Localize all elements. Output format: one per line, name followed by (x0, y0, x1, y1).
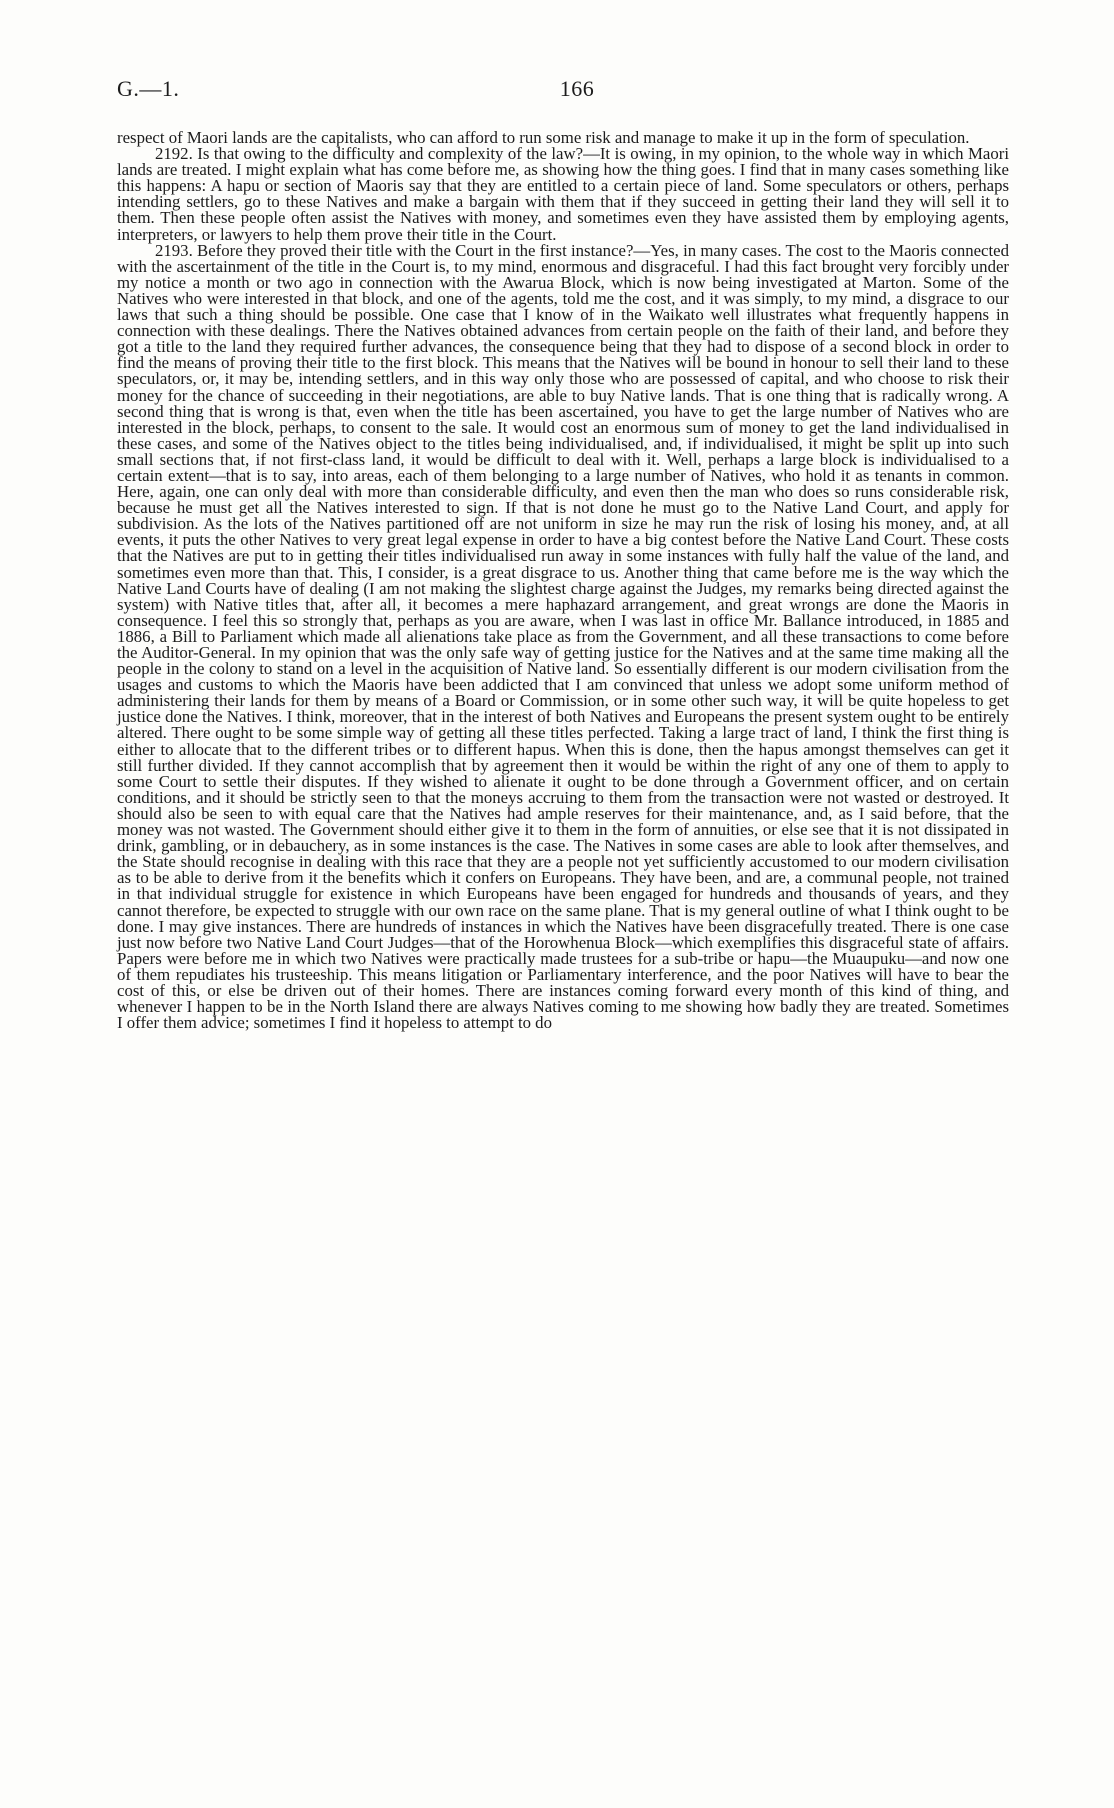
page-number: 166 (559, 76, 595, 101)
body-text (117, 130, 1009, 1031)
paragraph-2193: 2193. Before they proved their title with the Court in the first instance?—Yes, in many cases. The cost to the Maoris connected with the ascertainment of the title in the Court is, to my mind, enormous and disgraceful. I had this fact brought very forcibly under my notice a month or two ago in connection with the Awarua Block, which is now being investigated at Marton. Some of the Natives who were interested in that block, and one of the agents, told me the cost, and it was simply, to my mind, a disgrace to our laws that such a thing should be possible. One case that I know of in the Waikato well illustrates what frequently happens in connection with these dealings. There the Natives obtained advances from certain people on the faith of their land, and before they got a title to the land they required further advances, the consequence being that they had to dispose of a second block in order to find the means of proving their title to the first block. This means that the Natives will be bound in honour to sell their land to these speculators, or, it may be, intending settlers, and in this way only those who are possessed of capital, and who choose to risk their money for the chance of succeeding in their negotiations, are able to buy Native lands. That is one thing that is radically wrong. A second thing that is wrong is that, even when the title has been ascertained, you have to get the large number of Natives who are interested in the block, perhaps, to consent to the sale. It would cost an enormous sum of money to get the land individualised in these cases, and some of the Natives object to the titles being individualised, and, if individualised, it might be split up into such small sections that, if not first-class land, it would be difficult to deal with it. Well, perhaps a large block is individualised to a certain extent—that is to say, into areas, each of them belonging to a large number of Natives, who hold it as tenants in common. Here, again, one can only deal with more than considerable difficulty, and even then the man who does so runs considerable risk, because he must get all the Natives interested to sign. If that is not done he must go to the Native Land Court, and apply for subdivision. As the lots of the Natives partitioned off are not uniform in size he may run the risk of losing his money, and, at all events, it puts the other Natives to very great legal expense in order to have a big contest before the Native Land Court. These costs that the Natives are put to in getting their titles individualised run away in some instances with fully half the value of the land, and sometimes even more than that. This, I consider, is a great disgrace to us. Another thing that came before me is the way which the Native Land Courts have of dealing (I am not making the slightest charge against the Judges, my remarks being directed against the system) with Native titles that, after all, it becomes a mere haphazard arrangement, and great wrongs are done the Maoris in consequence. I feel this so strongly that, perhaps as you are aware, when I was last in office Mr. Ballance introduced, in 1885 and 1886, a Bill to Parliament which made all alienations take place as from the Government, and all these transactions to come before the Auditor-General. In my opinion that was the only safe way of getting justice for the Natives and at the same time making all the people in the colony to stand on a level in the acquisition of Native land. So essentially different is our modern civilisation from the usages and customs to which the Maoris have been addicted that I am convinced that unless we adopt some uniform method of administering their lands for them by means of a Board or Commission, or in some other such way, it will be quite hopeless to get justice done the Natives. I think, moreover, that in the interest of both Natives and Europeans the present system ought to be entirely altered. There ought to be some simple way of getting all these titles perfected. Taking a large tract of land, I think the first thing is either to allocate that to the different tribes or to different hapus. When this is done, then the hapus amongst themselves can get it still further divided. If they cannot accomplish that by agreement then it would be within the right of any one of them to apply to some Court to settle their disputes. If they wished to alienate it ought to be done through a Government officer, and on certain conditions, and it should be strictly seen to that the moneys accruing to them from the transaction were not wasted or destroyed. It should also be seen to with equal care that the Natives had ample reserves for their maintenance, and, as I said before, that the money was not wasted. The Government should either give it to them in the form of annuities, or else see that it is not dissipated in drink, gambling, or in debauchery, as in some instances is the case. The Natives in some cases are able to look after themselves, and the State should recognise in dealing with this race that they are a people not yet sufficiently accustomed to our modern civilisation as to be able to derive from it the benefits which it confers on Europeans. They have been, and are, a communal people, not trained in that individual struggle for existence in which Europeans have been engaged for hundreds and thousands of years, and they cannot therefore, be expected to struggle with our own race on the same plane. That is my general outline of what I think ought to be done. I may give instances. There are hundreds of instances in which the Natives have been disgracefully treated. There is one case just now before two Native Land Court Judges—that of the Horowhenua Block—which exemplifies this disgraceful state of affairs. Papers were before me in which two Natives were practically made trustees for a sub-tribe or hapu—the Muaupuku—and now one of them repudiates his trusteeship. This means litigation or Parliamentary interference, and the poor Natives will have to bear the cost of this, or else be driven out of their homes. There are instances coming forward every month of this kind of thing, and whenever I happen to be in the North Island there are always Natives coming to me showing how badly they are treated. Sometimes I offer them advice; sometimes I find it hopeless to attempt to do (117, 240, 1009, 1033)
page-header (117, 76, 1007, 106)
paragraph-2192: 2192. Is that owing to the difficulty and complexity of the law?—It is owing, in my opinion, to the whole way in which Maori lands are treated. I might explain what has come before me, as showing how the thing goes. I find that in many cases something like this happens: A hapu or section of Maoris say that they are entitled to a certain piece of land. Some speculators or others, perhaps intending settlers, go to these Natives and make a bargain with them that if they succeed in getting their land they will sell it to them. Then these people often assist the Natives with money, and sometimes even they have assisted them by employing agents, interpreters, or lawyers to help them prove their title in the Court. (117, 144, 1009, 244)
document-code: G.—1. (117, 76, 180, 101)
paragraph-continuation: respect of Maori lands are the capitalists, who can afford to run some risk and manage to make it up in the form of speculation. (117, 128, 970, 147)
